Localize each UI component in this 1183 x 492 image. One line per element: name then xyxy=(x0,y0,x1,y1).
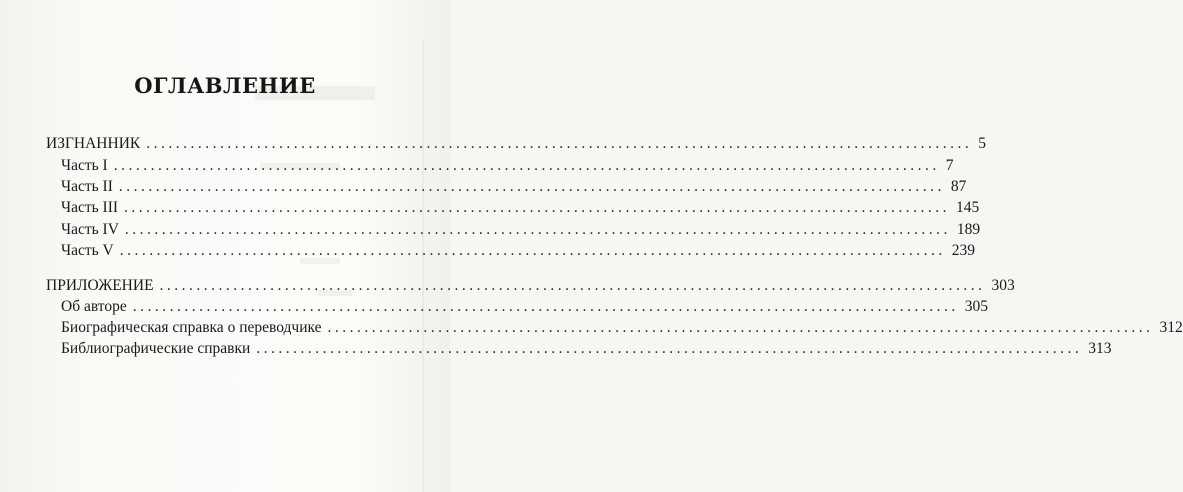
toc-item-label: Об авторе xyxy=(61,298,127,315)
dot-leader: ................................................................................................................ xyxy=(119,242,946,259)
toc-page-number: 239 xyxy=(951,242,975,259)
dot-leader: ................................................................................................................ xyxy=(327,319,1154,336)
dot-leader: ................................................................................................................ xyxy=(159,277,986,294)
toc-item[interactable] xyxy=(61,338,1112,360)
toc-item-label: Часть IV xyxy=(61,221,119,238)
dot-leader: ................................................................................................................ xyxy=(118,178,945,195)
toc-page-number: 313 xyxy=(1088,340,1112,357)
dot-leader: ................................................................................................................ xyxy=(124,199,951,216)
dot-leader: ................................................................................................................ xyxy=(113,157,940,174)
toc-page-number: 189 xyxy=(956,221,981,238)
toc-page-number: 7 xyxy=(945,157,954,174)
dot-leader: ................................................................................................................ xyxy=(256,340,1083,357)
toc-item[interactable] xyxy=(61,197,980,219)
toc-item[interactable] xyxy=(61,155,954,177)
toc-item[interactable] xyxy=(61,296,988,318)
toc-item-label: Биографическая справка о переводчике xyxy=(61,319,322,336)
toc-item-label: Часть I xyxy=(61,157,108,174)
dot-leader: ................................................................................................................ xyxy=(146,135,973,152)
toc-item-label: Часть V xyxy=(61,242,114,259)
toc-section-label: ИЗГНАННИК xyxy=(46,135,141,152)
toc-page-number: 303 xyxy=(991,277,1015,294)
dot-leader: ................................................................................................................ xyxy=(124,221,951,238)
toc-section-prilozhenie[interactable] xyxy=(46,275,1015,297)
toc-item[interactable] xyxy=(61,219,981,241)
toc-item-label: Часть II xyxy=(61,178,113,195)
toc-item-label: Библиографические справки xyxy=(61,340,251,357)
toc-page-number: 312 xyxy=(1159,319,1183,336)
toc-item-label: Часть III xyxy=(61,199,119,216)
toc-item[interactable] xyxy=(61,317,1183,339)
dot-leader: ................................................................................................................ xyxy=(132,298,959,315)
toc-item[interactable] xyxy=(61,240,975,262)
toc-page-number: 5 xyxy=(978,135,986,152)
toc-page-number: 145 xyxy=(956,199,980,216)
toc-item[interactable] xyxy=(61,176,967,198)
toc-section-label: ПРИЛОЖЕНИЕ xyxy=(46,277,154,294)
toc-title: ОГЛАВЛЕНИЕ xyxy=(134,73,316,98)
toc-page-number: 305 xyxy=(964,298,988,315)
toc-page-number: 87 xyxy=(950,178,967,195)
toc-section-izgnannik[interactable] xyxy=(46,133,986,155)
